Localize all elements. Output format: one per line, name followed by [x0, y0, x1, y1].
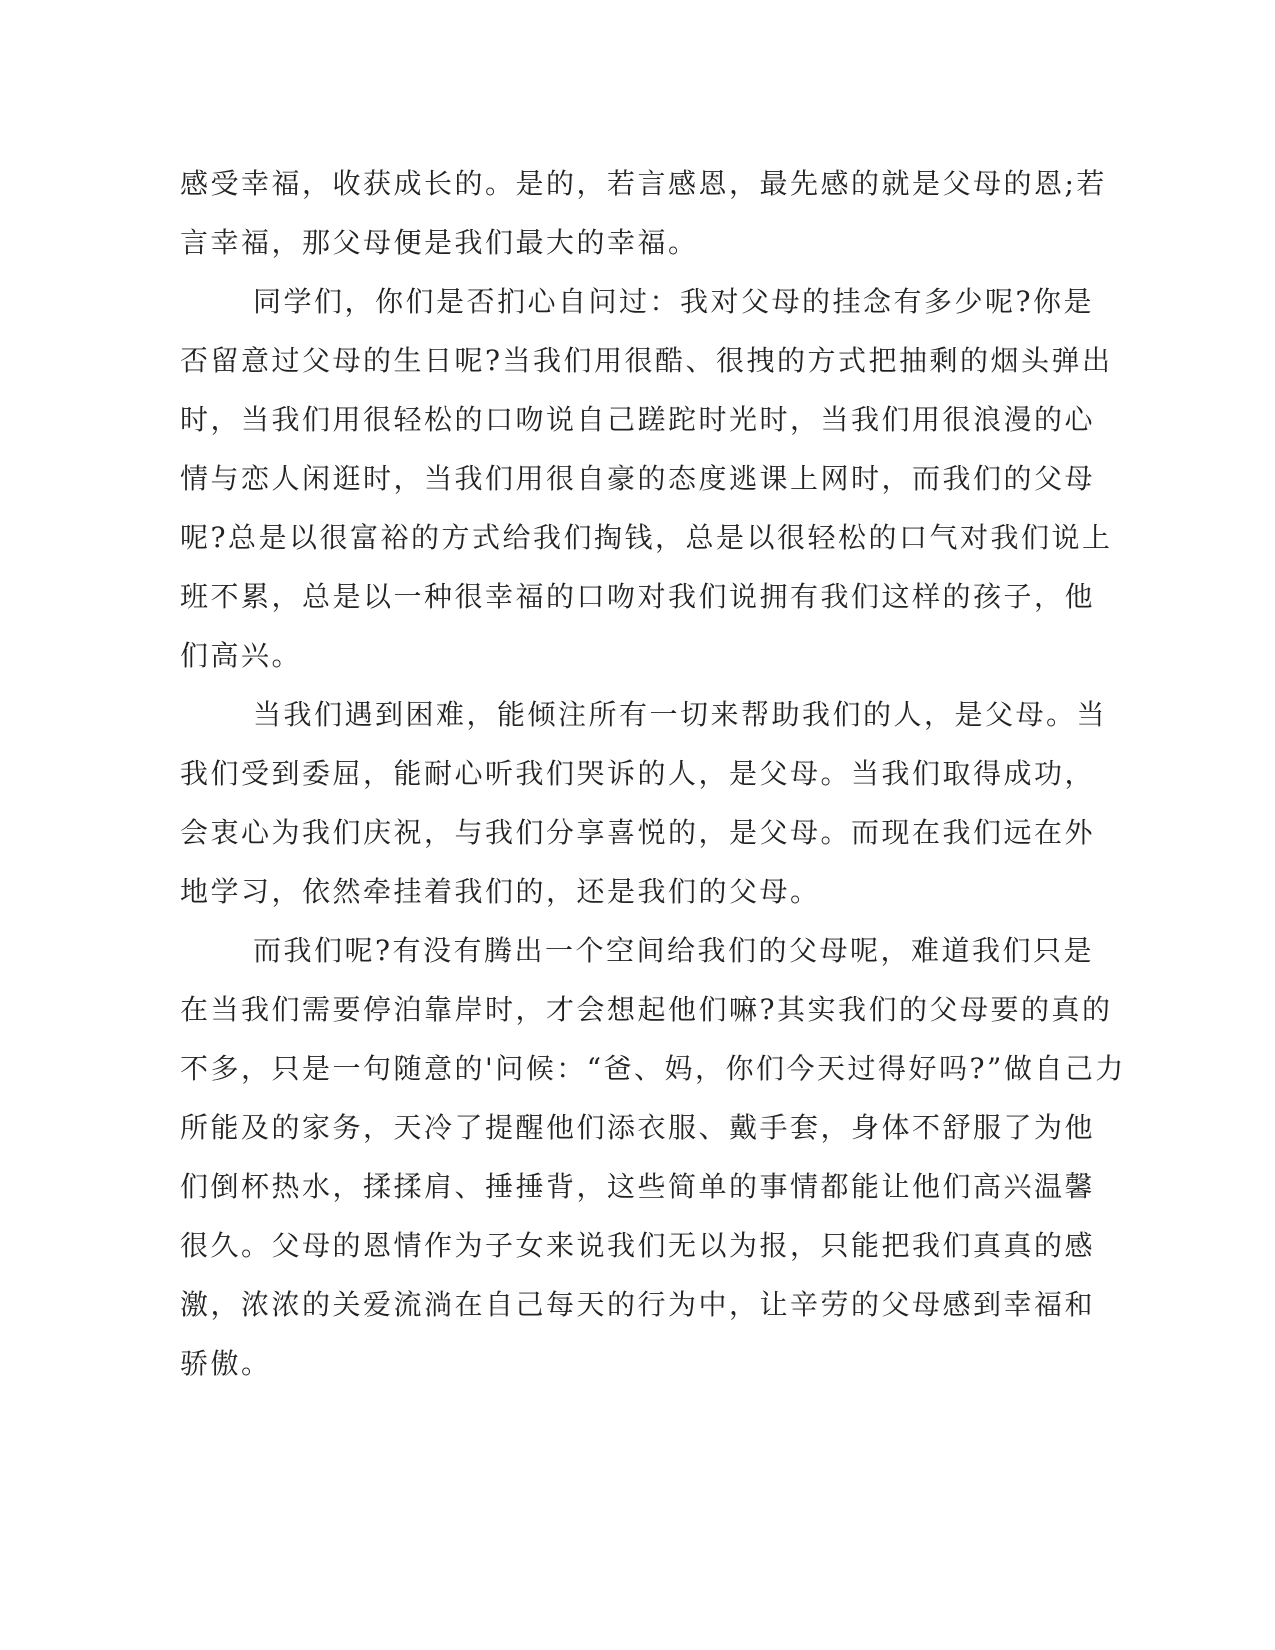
paragraph	[180, 921, 1126, 1393]
text-line: 班不累，总是以一种很幸福的口吻对我们说拥有我们这样的孩子，他	[180, 580, 1096, 613]
text-line: 同学们，你们是否扪心自问过：我对父母的挂念有多少呢?你是	[253, 285, 1095, 318]
text-line: 当我们遇到困难，能倾注所有一切来帮助我们的人，是父母。当	[253, 698, 1108, 731]
text-line: 情与恋人闲逛时，当我们用很自豪的态度逃课上网时，而我们的父母	[180, 462, 1096, 495]
text-line: 们倒杯热水，揉揉肩、捶捶背，这些简单的事情都能让他们高兴温馨	[180, 1170, 1096, 1203]
paragraph	[180, 272, 1113, 685]
paragraph	[180, 685, 1108, 921]
text-line: 在当我们需要停泊靠岸时，才会想起他们嘛?其实我们的父母要的真的	[180, 993, 1113, 1026]
text-line: 所能及的家务，天冷了提醒他们添衣服、戴手套，身体不舒服了为他	[180, 1111, 1096, 1144]
text-line: 时，当我们用很轻松的口吻说自己蹉跎时光时，当我们用很浪漫的心	[180, 403, 1096, 436]
text-line: 地学习，依然牵挂着我们的，还是我们的父母。	[180, 875, 821, 908]
text-line: 而我们呢?有没有腾出一个空间给我们的父母呢，难道我们只是	[253, 934, 1095, 967]
text-line: 们高兴。	[180, 639, 303, 672]
document-body	[180, 154, 1126, 1393]
text-line: 感受幸福，收获成长的。是的，若言感恩，最先感的就是父母的恩;若	[180, 167, 1107, 200]
text-line: 很久。父母的恩情作为子女来说我们无以为报，只能把我们真真的感	[180, 1229, 1096, 1262]
text-line: 我们受到委屈，能耐心听我们哭诉的人，是父母。当我们取得成功，	[180, 757, 1096, 790]
text-line: 呢?总是以很富裕的方式给我们掏钱，总是以很轻松的口气对我们说上	[180, 521, 1113, 554]
text-line: 否留意过父母的生日呢?当我们用很酷、很拽的方式把抽剩的烟头弹出	[180, 344, 1113, 377]
text-line: 不多，只是一句随意的'问候：“爸、妈，你们今天过得好吗?”做自己力	[180, 1052, 1126, 1085]
text-line: 言幸福，那父母便是我们最大的幸福。	[180, 226, 699, 259]
text-line: 会衷心为我们庆祝，与我们分享喜悦的，是父母。而现在我们远在外	[180, 816, 1096, 849]
text-line: 骄傲。	[180, 1347, 272, 1380]
text-line: 激，浓浓的关爱流淌在自己每天的行为中，让辛劳的父母感到幸福和	[180, 1288, 1096, 1321]
paragraph	[180, 154, 1107, 272]
